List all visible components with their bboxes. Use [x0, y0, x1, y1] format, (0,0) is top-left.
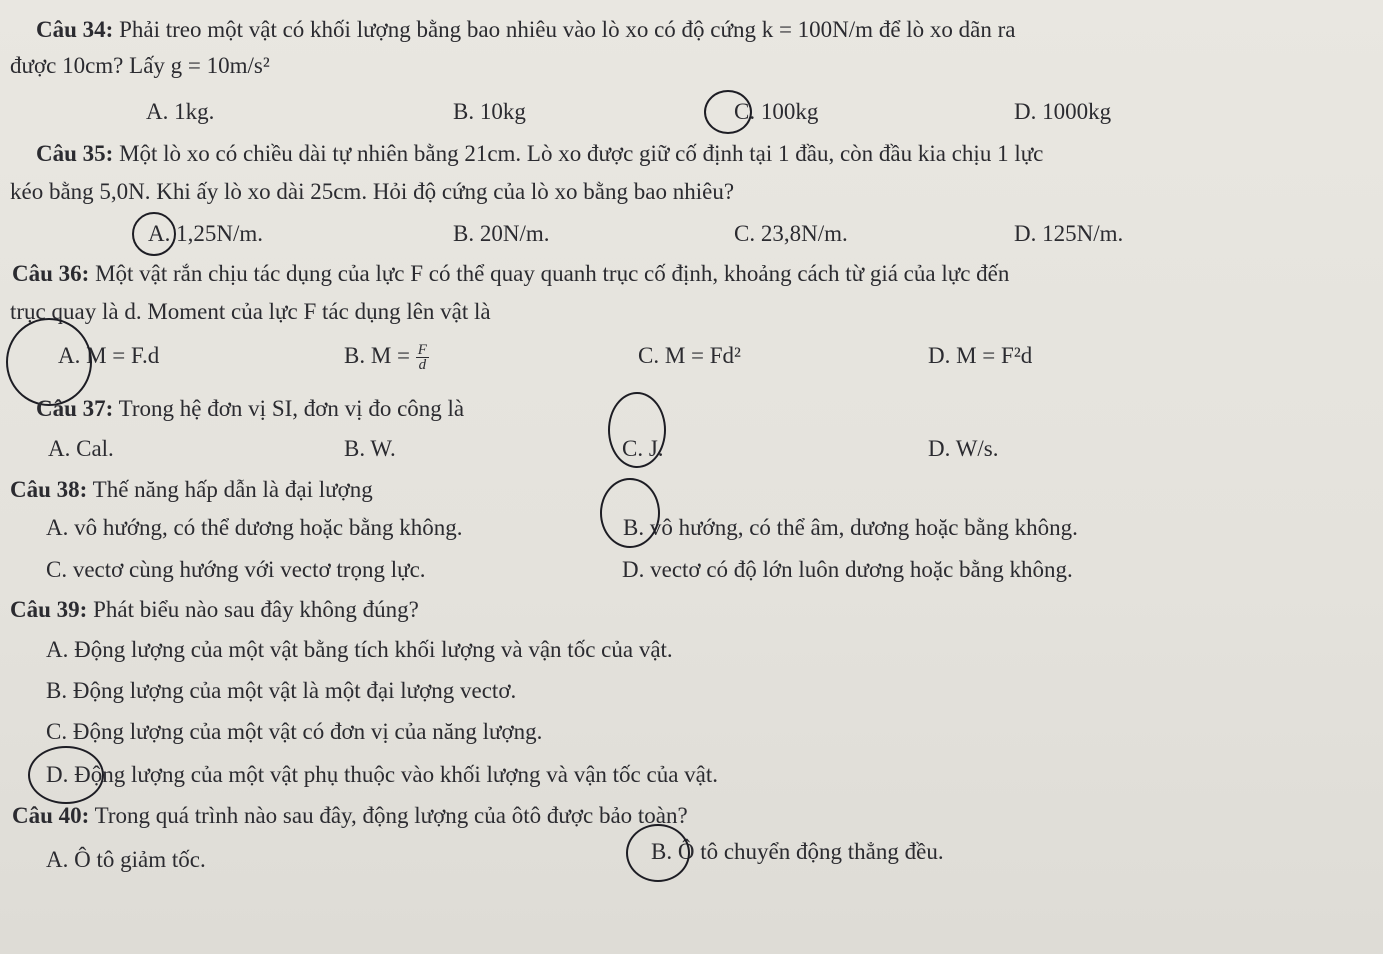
question-text: Phát biểu nào sau đây không đúng?: [93, 597, 419, 622]
option-38-c[interactable]: C. vectơ cùng hướng với vectơ trọng lực.: [46, 557, 426, 582]
option-38-a[interactable]: A. vô hướng, có thể dương hoặc bằng không.: [46, 515, 463, 540]
option-37-c[interactable]: C. J.: [622, 436, 664, 461]
question-label: Câu 39:: [10, 597, 88, 622]
question-text: Trong hệ đơn vị SI, đơn vị đo công là: [118, 396, 465, 421]
option-text: B. M =: [344, 343, 416, 368]
question-34-line2: được 10cm? Lấy g = 10m/s²: [10, 53, 270, 78]
fraction-numerator: F: [417, 342, 427, 359]
option-36-b[interactable]: [344, 342, 429, 372]
option-35-b[interactable]: B. 20N/m.: [453, 221, 550, 246]
option-34-d[interactable]: D. 1000kg: [1014, 99, 1112, 124]
question-35-line1: [36, 140, 1043, 168]
question-text: Một vật rắn chịu tác dụng của lực F có thể quay quanh trục cố định, khoảng cách từ giá của lực đến: [95, 261, 1010, 286]
question-38-line1: [10, 476, 373, 504]
question-35-line2: kéo bằng 5,0N. Khi ấy lò xo dài 25cm. Hỏi độ cứng của lò xo bằng bao nhiêu?: [10, 179, 735, 204]
option-40-b[interactable]: B. Ô tô chuyển động thẳng đều.: [651, 839, 944, 864]
option-37-b[interactable]: B. W.: [344, 436, 396, 461]
option-37-a[interactable]: A. Cal.: [48, 436, 114, 461]
question-36-line2: trục quay là d. Moment của lực F tác dụng lên vật là: [10, 299, 491, 324]
question-label: Câu 34:: [36, 17, 114, 42]
option-39-c[interactable]: C. Động lượng của một vật có đơn vị của năng lượng.: [46, 719, 543, 744]
question-label: Câu 36:: [12, 261, 90, 286]
question-text: Thế năng hấp dẫn là đại lượng: [92, 477, 373, 502]
question-text: Phải treo một vật có khối lượng bằng bao nhiêu vào lò xo có độ cứng k = 100N/m để lò xo dãn ra: [119, 17, 1016, 42]
option-35-c[interactable]: C. 23,8N/m.: [734, 221, 848, 246]
question-label: Câu 40:: [12, 803, 90, 828]
question-label: Câu 35:: [36, 141, 114, 166]
question-40-line1: [12, 802, 688, 830]
question-label: Câu 38:: [10, 477, 88, 502]
option-34-a[interactable]: A. 1kg.: [146, 99, 215, 124]
question-34-line1: [36, 16, 1016, 44]
fraction: [416, 343, 429, 372]
option-39-d[interactable]: D. Động lượng của một vật phụ thuộc vào khối lượng và vận tốc của vật.: [46, 762, 719, 787]
option-34-c[interactable]: C. 100kg: [734, 99, 819, 124]
question-37-line1: [36, 395, 464, 423]
option-39-b[interactable]: B. Động lượng của một vật là một đại lượng vectơ.: [46, 678, 517, 703]
option-34-b[interactable]: B. 10kg: [453, 99, 526, 124]
option-38-b[interactable]: B. vô hướng, có thể âm, dương hoặc bằng không.: [623, 515, 1078, 540]
option-35-d[interactable]: D. 125N/m.: [1014, 221, 1124, 246]
fraction-denominator: d: [418, 357, 427, 374]
option-35-a[interactable]: A. 1,25N/m.: [148, 221, 263, 246]
option-40-a[interactable]: A. Ô tô giảm tốc.: [46, 847, 206, 872]
question-39-line1: [10, 596, 419, 624]
question-text: Một lò xo có chiều dài tự nhiên bằng 21cm. Lò xo được giữ cố định tại 1 đầu, còn đầu kia chịu 1 lực: [119, 141, 1044, 166]
option-37-d[interactable]: D. W/s.: [928, 436, 999, 461]
question-label: Câu 37:: [36, 396, 114, 421]
question-text: Trong quá trình nào sau đây, động lượng của ôtô được bảo toàn?: [94, 803, 688, 828]
option-38-d[interactable]: D. vectơ có độ lớn luôn dương hoặc bằng không.: [622, 557, 1073, 582]
option-36-a[interactable]: A. M = F.d: [58, 343, 160, 368]
option-36-d[interactable]: D. M = F²d: [928, 343, 1033, 368]
option-39-a[interactable]: A. Động lượng của một vật bằng tích khối lượng và vận tốc của vật.: [46, 637, 673, 662]
question-36-line1: [12, 260, 1009, 288]
option-36-c[interactable]: C. M = Fd²: [638, 343, 741, 368]
